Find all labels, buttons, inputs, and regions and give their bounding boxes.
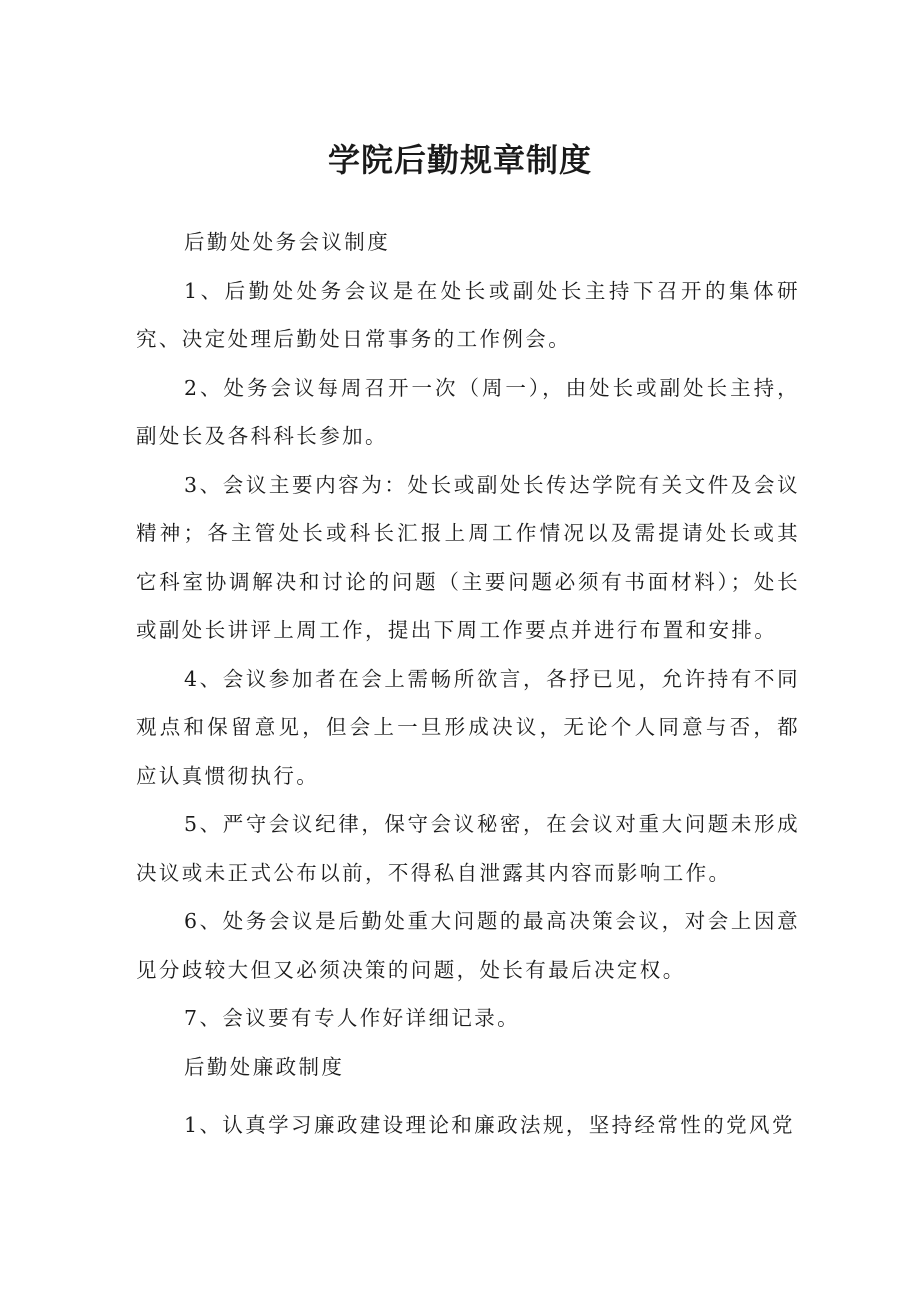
paragraph-item-6: 6、处务会议是后勤处重大问题的最高决策会议，对会上因意见分歧较大但又必须决策的问题，处长有最后决定权。 [136,909,800,982]
paragraph-item-4: 4、会议参加者在会上需畅所欲言，各抒已见，允许持有不同观点和保留意见，但会上一旦形成决议，无论个人同意与否，都应认真惯彻执行。 [136,666,800,788]
paragraph-item-5: 5、严守会议纪律，保守会议秘密，在会议对重大问题未形成决议或未正式公布以前，不得私自泄露其内容而影响工作。 [136,812,800,885]
paragraph-item-7: 7、会议要有专人作好详细记录。 [184,1006,521,1030]
paragraph-item-2: 2、处务会议每周召开一次（周一），由处长或副处长主持，副处长及各科科长参加。 [136,375,800,448]
paragraph-integrity-item-1: 1、认真学习廉政建设理论和廉政法规，坚持经常性的党风党 [184,1113,795,1137]
paragraph-item-3: 3、会议主要内容为：处长或副处长传达学院有关文件及会议精神；各主管处长或科长汇报上周工作情况以及需提请处长或其它科室协调解决和讨论的问题（主要问题必须有书面材料）；处长或副处长讲评上周工作，提出下周工作要点并进行布置和安排。 [136,472,800,642]
section-heading-integrity-system: 后勤处廉政制度 [184,1054,345,1079]
document-body [136,218,800,1150]
paragraph-item-1: 1、后勤处处务会议是在处长或副处长主持下召开的集体研究、决定处理后勤处日常事务的工作例会。 [136,278,800,351]
section-heading-meeting-system: 后勤处处务会议制度 [184,230,391,254]
document-title: 学院后勤规章制度 [327,141,592,179]
